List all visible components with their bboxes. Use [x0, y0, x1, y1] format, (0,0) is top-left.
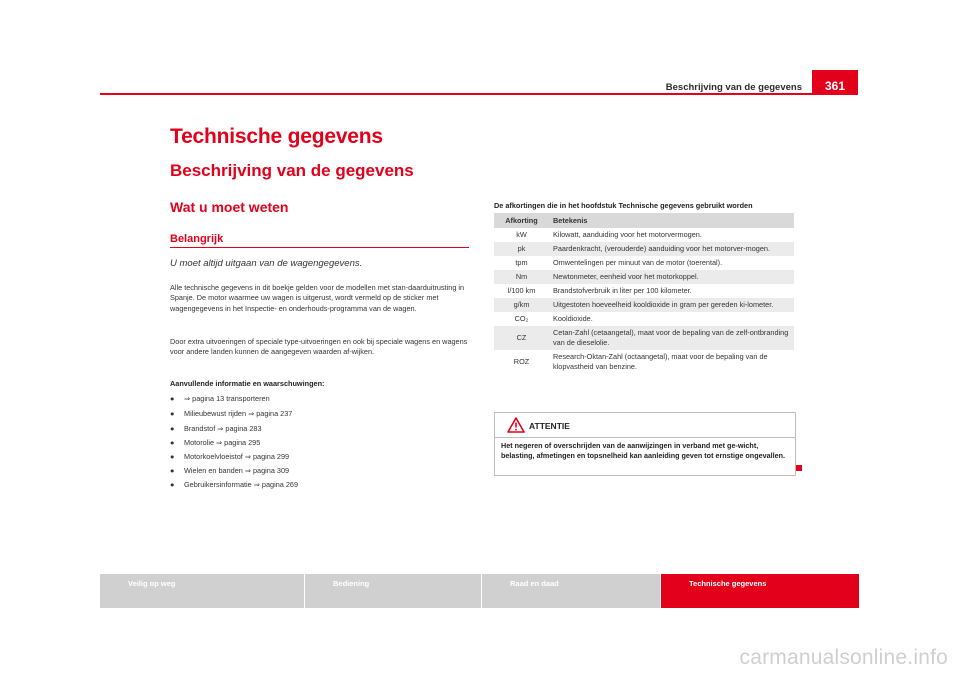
meaning-cell: Cetan-Zahl (cetaangetal), maat voor de bepaling van de zelf-ontbranding van de dieselolie. [549, 326, 794, 350]
lead-sentence: U moet altijd uitgaan van de wagengegevens. [170, 258, 363, 269]
additional-info-heading: Aanvullende informatie en waarschuwingen: [170, 379, 325, 388]
section-end-marker [796, 465, 802, 471]
meaning-cell: Brandstofverbruik in liter per 100 kilometer. [549, 284, 794, 298]
table-row [494, 326, 794, 350]
warning-title: ATTENTIE [529, 421, 570, 431]
bullet-icon: ● [170, 424, 175, 433]
meaning-cell: Research-Oktan-Zahl (octaangetal), maat voor de bepaling van de klopvastheid van benzine. [549, 350, 794, 374]
column-header-meaning: Betekenis [549, 213, 794, 228]
meaning-cell: Kilowatt, aanduiding voor het motorvermogen. [549, 228, 794, 242]
topic-title: Belangrijk [170, 233, 224, 245]
meaning-cell: Uitgestoten hoeveelheid kooldioxide in gram per gereden ki-lometer. [549, 298, 794, 312]
list-item[interactable]: ● Gebruikersinformatie ⇒ pagina 269 [170, 480, 299, 489]
list-item[interactable]: ● Motorolie ⇒ pagina 295 [170, 438, 261, 447]
column-header-abbreviation: Afkorting [494, 213, 549, 228]
abbreviation-cell: tpm [494, 256, 549, 270]
paragraph-standard-equipment: Alle technische gegevens in dit boekje gelden voor de modellen met stan-daarduitrusting in Spanje. De motor waarmee uw wagen is uitgerust, wordt vermeld op de sticker met wagengegevens in het Inspectie- en onderhouds-programma van de wagen. [170, 283, 465, 313]
abbreviation-cell: kW [494, 228, 549, 242]
warning-text: Het negeren of overschrijden van de aanwijzingen in verband met ge-wicht, belasting, afmetingen en topsnelheid kan aanleiding geven tot ernstige ongevallen. [501, 441, 785, 461]
tab-bediening[interactable]: Bediening [305, 574, 481, 608]
watermark-text: carmanualsonline.info [739, 646, 948, 669]
table-row [494, 256, 794, 270]
abbreviation-cell: CZ [494, 326, 549, 350]
meaning-cell: Omwentelingen per minuut van de motor (toerental). [549, 256, 794, 270]
table-row [494, 270, 794, 284]
header-rule [100, 93, 812, 95]
subsection-title: Wat u moet weten [170, 199, 289, 215]
section-title: Beschrijving van de gegevens [170, 161, 414, 180]
warning-box [494, 412, 796, 476]
tab-raad-en-daad[interactable]: Raad en daad [482, 574, 660, 608]
warning-divider [495, 437, 795, 438]
page-number: 361 [812, 70, 858, 95]
meaning-cell: Newtonmeter, eenheid voor het motorkoppel. [549, 270, 794, 284]
chapter-title: Technische gegevens [170, 125, 383, 148]
list-item[interactable]: ● ⇒ pagina 13 transporteren [170, 394, 270, 403]
table-row [494, 298, 794, 312]
abbreviation-cell: ROZ [494, 350, 549, 374]
list-item[interactable]: ● Wielen en banden ⇒ pagina 309 [170, 466, 290, 475]
meaning-cell: Kooldioxide. [549, 312, 794, 326]
tab-technische-gegevens[interactable]: Technische gegevens [661, 574, 859, 608]
list-item[interactable]: ● Brandstof ⇒ pagina 283 [170, 424, 262, 433]
bullet-icon: ● [170, 452, 175, 461]
list-item[interactable]: ● Motorkoelvloeistof ⇒ pagina 299 [170, 452, 290, 461]
abbreviation-cell: l/100 km [494, 284, 549, 298]
bullet-icon: ● [170, 394, 175, 403]
meaning-cell: Paardenkracht, (verouderde) aanduiding voor het motorver-mogen. [549, 242, 794, 256]
list-item[interactable]: ● Milieubewust rijden ⇒ pagina 237 [170, 409, 293, 418]
table-row [494, 228, 794, 242]
warning-triangle-icon [507, 417, 525, 438]
abbreviations-table [494, 213, 794, 374]
warning-header [495, 413, 795, 437]
topic-rule [170, 247, 469, 248]
table-row [494, 284, 794, 298]
table-row [494, 242, 794, 256]
abbreviation-cell: pk [494, 242, 549, 256]
bullet-icon: ● [170, 466, 175, 475]
abbreviation-cell: g/km [494, 298, 549, 312]
table-caption: De afkortingen die in het hoofdstuk Technische gegevens gebruikt worden [494, 201, 753, 210]
table-row [494, 312, 794, 326]
bullet-icon: ● [170, 480, 175, 489]
table-row [494, 350, 794, 374]
abbreviation-cell: CO₂ [494, 312, 549, 326]
bullet-icon: ● [170, 409, 175, 418]
abbreviation-cell: Nm [494, 270, 549, 284]
paragraph-deviating-values: Door extra uitvoeringen of speciale type-uitvoeringen en ook bij speciale wagens en wagens voor andere landen kunnen de aangegeven waarden af-wijken. [170, 337, 468, 357]
tab-veilig-op-weg[interactable]: Veilig op weg [100, 574, 304, 608]
table-header-row [494, 213, 794, 228]
bullet-icon: ● [170, 438, 175, 447]
running-header-title: Beschrijving van de gegevens [665, 82, 802, 93]
